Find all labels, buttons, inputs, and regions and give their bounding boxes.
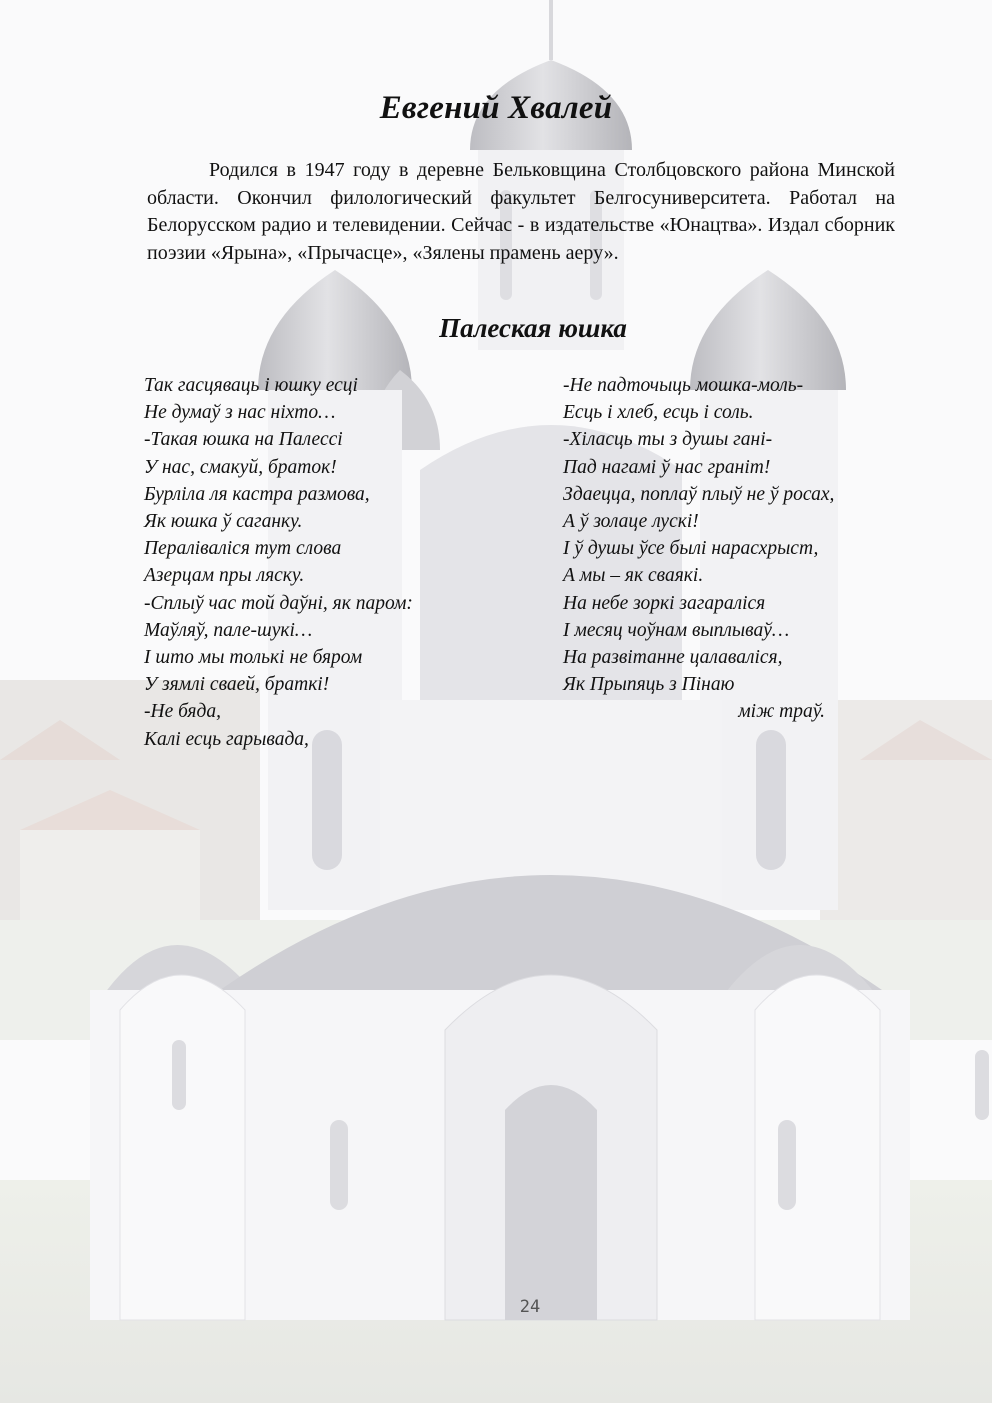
poem-line: -Не падточыць мошка-моль- <box>563 375 804 396</box>
poem-line: Калі есць гарывада, <box>144 728 309 750</box>
poem-line: Так гасцяваць і юшку есці <box>144 375 358 396</box>
poem-line: На небе зоркі загараліся <box>563 592 766 614</box>
poem-line: Маўляў, пале-шукі… <box>144 619 313 641</box>
poem-line: -Хіласць ты з душы гані- <box>563 429 773 451</box>
poem-line: Як юшка ў саганку. <box>144 511 303 533</box>
poem-line: -Сплыў час той даўні, як паром: <box>144 592 413 614</box>
poem-line: Пераліваліся тут слова <box>144 538 342 560</box>
poem-right-column <box>563 372 863 726</box>
poem-title: Палеская юшка <box>439 313 627 343</box>
poem-line: І месяц чоўнам выплываў… <box>563 619 790 641</box>
poem-line: У зямлі сваей, браткі! <box>144 674 330 696</box>
author-biography: Родился в 1947 году в деревне Бельковщина Столбцовского района Минской области. Окончил филологический факультет Белгосуниверситета. Работал на Белорусском радио и телевидении. Сейчас - в издательстве «Юнацтва». Издал сборник поэзии «Ярына», «Прычасце», «Зялены прамень аеру». <box>147 159 895 264</box>
poem-line: А мы – як сваякі. <box>563 565 704 587</box>
poem-line: І што мы толькі не бяром <box>144 647 363 669</box>
poem-line: Есць і хлеб, есць і соль. <box>563 402 754 424</box>
poem-line: -Не бяда, <box>144 701 221 723</box>
poem-line: Азерцам пры ляску. <box>144 565 305 587</box>
poem-line: Здаецца, поплаў плыў не ў росах, <box>563 483 835 505</box>
poem-line: На развітанне цалаваліся, <box>563 647 783 669</box>
poem-line: Бурліла ля кастра размова, <box>144 483 370 505</box>
poem-line: У нас, смакуй, браток! <box>144 456 337 478</box>
poem-line: І ў душы ўсе былі нарасхрыст, <box>563 538 819 560</box>
poem-line: Як Прыпяць з Пінаю <box>563 674 735 696</box>
poem-left-column <box>144 372 534 753</box>
poem-line: -Такая юшка на Палессі <box>144 429 343 451</box>
poem-line: А ў золаце лускі! <box>563 511 699 533</box>
poem-line: Пад нагамі ў нас граніт! <box>563 456 771 478</box>
poem-line: Не думаў з нас ніхто… <box>144 402 336 424</box>
author-name-heading: Евгений Хвалей <box>379 90 613 126</box>
page-number: 24 <box>519 1297 541 1317</box>
poem-line-final: між траў. <box>738 701 825 723</box>
